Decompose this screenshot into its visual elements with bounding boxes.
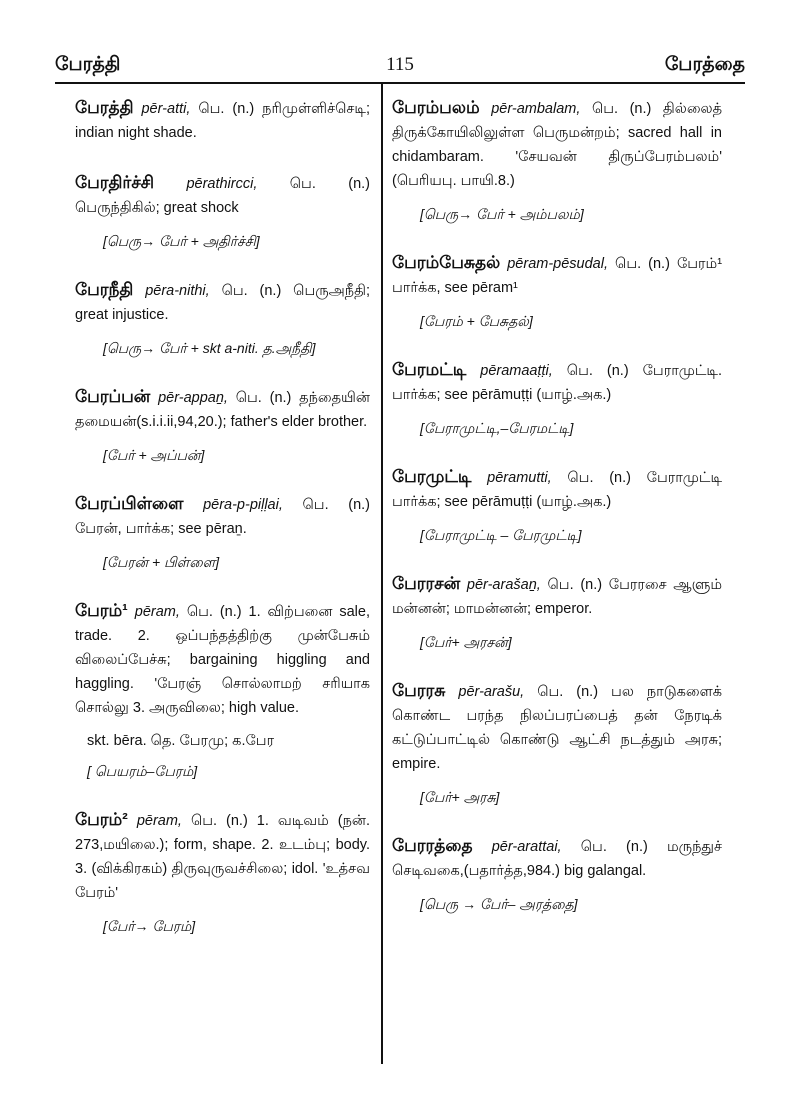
dictionary-entry <box>75 385 370 466</box>
left-column <box>75 96 370 963</box>
transliteration: pēr-ambalam, <box>491 101 581 117</box>
headword: பேரமுட்டி <box>392 467 472 486</box>
headword: பேரநீதி <box>75 280 134 299</box>
transliteration: pēr-arašu, <box>458 684 525 700</box>
dictionary-entry <box>75 599 370 782</box>
etymology: [பேரம் + பேசுதல்] <box>420 313 533 329</box>
dictionary-entry <box>75 278 370 359</box>
transliteration: pēram, <box>134 604 180 620</box>
transliteration: pēramutti, <box>487 470 552 486</box>
header-guide-word-right: பேரத்தை <box>664 54 745 75</box>
header-guide-word-left: பேரத்தி <box>55 54 121 75</box>
headword: பேரம்² <box>75 810 128 829</box>
etymology: [பேர் + அப்பன்] <box>103 447 205 463</box>
transliteration: pēra-p-piḷḷai, <box>203 497 283 513</box>
dictionary-entry <box>392 572 722 653</box>
dictionary-entry <box>392 96 722 225</box>
etymology: [பேர்+ அரசு] <box>420 789 500 805</box>
definition: பெ. (n.) நரிமுள்ளிச்செடி; indian night shade. <box>75 101 371 141</box>
etymology: [ பெயரம்–பேரம்] <box>87 763 198 779</box>
definition: பெ. (n.) பல நாடுகளைக் கொண்ட பரந்த நிலப்பரப்பைத் தன் நேரடிக் கட்டுப்பாட்டில் கொண்டு ஆட்சி நடத்தும் அரசு; empire. <box>392 684 723 772</box>
transliteration: pēr-atti, <box>141 101 191 117</box>
right-column <box>392 96 722 941</box>
definition: பெ. (n.) மருந்துச் செடிவகை,(பதார்த்த,984.) big galangal. <box>392 839 722 879</box>
page-header <box>55 48 745 84</box>
header-rule <box>55 82 745 84</box>
headword: பேரம்பேசுதல் <box>392 253 501 272</box>
headword: பேரமட்டி <box>392 360 467 379</box>
etymology: [பெரு→ பேர் + skt a-niti. த.அநீதி] <box>103 340 316 356</box>
transliteration: pērathircci, <box>186 176 258 192</box>
etymology: [பேராமுட்டி,–பேரமட்டி] <box>420 420 574 436</box>
entry-body <box>75 808 370 905</box>
definition: பெ. (n.) தந்தையின் தமையன்(s.i.i.ii,94,20.); father's elder brother. <box>75 390 370 430</box>
definition: பெ. (n.) பெருந்திகில்; great shock <box>75 176 370 216</box>
column-divider <box>381 84 383 1064</box>
transliteration: pēra-nithi, <box>145 283 210 299</box>
etymology: [பெரு→ பேர் + அதிர்ச்சி] <box>103 233 260 249</box>
entry-body <box>75 171 370 220</box>
headword: பேரரசு <box>392 681 446 700</box>
entry-body <box>392 358 722 407</box>
page-number: 115 <box>386 54 414 75</box>
dictionary-entry <box>392 251 722 332</box>
headword: பேரரத்தை <box>392 836 473 855</box>
dictionary-entry <box>75 171 370 252</box>
headword: பேரப்பன் <box>75 387 151 406</box>
entry-body <box>392 96 722 193</box>
entry-body <box>75 385 370 434</box>
etymology: [பெரு→ பேர் + அம்பலம்] <box>420 206 584 222</box>
entry-body <box>75 599 370 720</box>
dictionary-entry <box>75 492 370 573</box>
dictionary-entry <box>392 834 722 915</box>
transliteration: pēram-pēsudal, <box>507 256 608 272</box>
headword: பேரப்பிள்ளை <box>75 494 184 513</box>
entry-body <box>75 278 370 327</box>
headword: பேரம்பலம் <box>392 98 480 117</box>
definition: பெ. (n.) 1. விற்பனை sale, trade. 2. ஒப்பந்தத்திற்கு முன்பேசும் விலைப்பேச்சு; bargaining higgling and haggling. 'பேரஞ் சொல்லாமற் சரியாக சொல்லு 3. அருவிலை; high value. <box>75 604 370 716</box>
definition: பெ. (n.) பேரரசை ஆளும் மன்னன்; மாமன்னன்; emperor. <box>392 577 723 617</box>
cognate-note: skt. bēra. தெ. பேரமு; க.பேர <box>87 733 275 749</box>
definition: பெ. (n.) பேரம்¹ பார்க்க, see pēram¹ <box>392 256 723 296</box>
headword: பேரதிர்ச்சி <box>75 173 155 192</box>
entry-body <box>75 96 370 145</box>
entry-body <box>392 834 722 883</box>
definition: பெ. (n.) தில்லைத் திருக்கோயிலிலுள்ள பெருமன்றம்; sacred hall in chidambaram. 'சேயவன் திருப்பேரம்பலம்' (பெரியபு. பாயி.8.) <box>392 101 723 189</box>
etymology: [பேர்→ பேரம்] <box>103 918 196 934</box>
entry-body <box>392 251 722 300</box>
transliteration: pēram, <box>136 813 182 829</box>
dictionary-entry <box>75 96 370 145</box>
dictionary-entry <box>392 679 722 808</box>
transliteration: pēr-arattai, <box>491 839 562 855</box>
etymology: [பேர்+ அரசன்] <box>420 634 512 650</box>
etymology: [பெரு → பேர்– அரத்தை] <box>420 896 578 912</box>
entry-body <box>392 572 722 621</box>
headword: பேரத்தி <box>75 98 134 117</box>
definition: பெ. (n.) பேராமுட்டி பார்க்க; see pērāmuṭṭi (யாழ்.அக.) <box>392 470 722 510</box>
entry-body <box>392 465 722 514</box>
entry-body <box>392 679 722 776</box>
transliteration: pēramaaṭṭi, <box>480 363 553 379</box>
definition: பெ. (n.) 1. வடிவம் (நன். 273,மயிலை.); form, shape. 2. உடம்பு; body. 3. (விக்கிரகம்) திருவுருவச்சிலை; idol. 'உத்சவ பேரம்' <box>75 813 371 901</box>
entry-body <box>75 492 370 541</box>
headword: பேரரசன் <box>392 574 461 593</box>
dictionary-entry <box>75 808 370 937</box>
transliteration: pēr-arašaṉ, <box>466 577 541 593</box>
dictionary-entry <box>392 358 722 439</box>
etymology: [பேராமுட்டி – பேரமுட்டி] <box>420 527 582 543</box>
etymology: [பேரன் + பிள்ளை] <box>103 554 220 570</box>
definition: பெ. (n.) பேராமுட்டி. பார்க்க; see pērāmuṭṭi (யாழ்.அக.) <box>392 363 722 403</box>
dictionary-entry <box>392 465 722 546</box>
definition: பெ. (n.) பேரன், பார்க்க; see pēraṉ. <box>75 497 371 537</box>
transliteration: pēr-appaṉ, <box>158 390 228 406</box>
definition: பெ. (n.) பெருஅநீதி; great injustice. <box>75 283 370 323</box>
headword: பேரம்¹ <box>75 601 128 620</box>
